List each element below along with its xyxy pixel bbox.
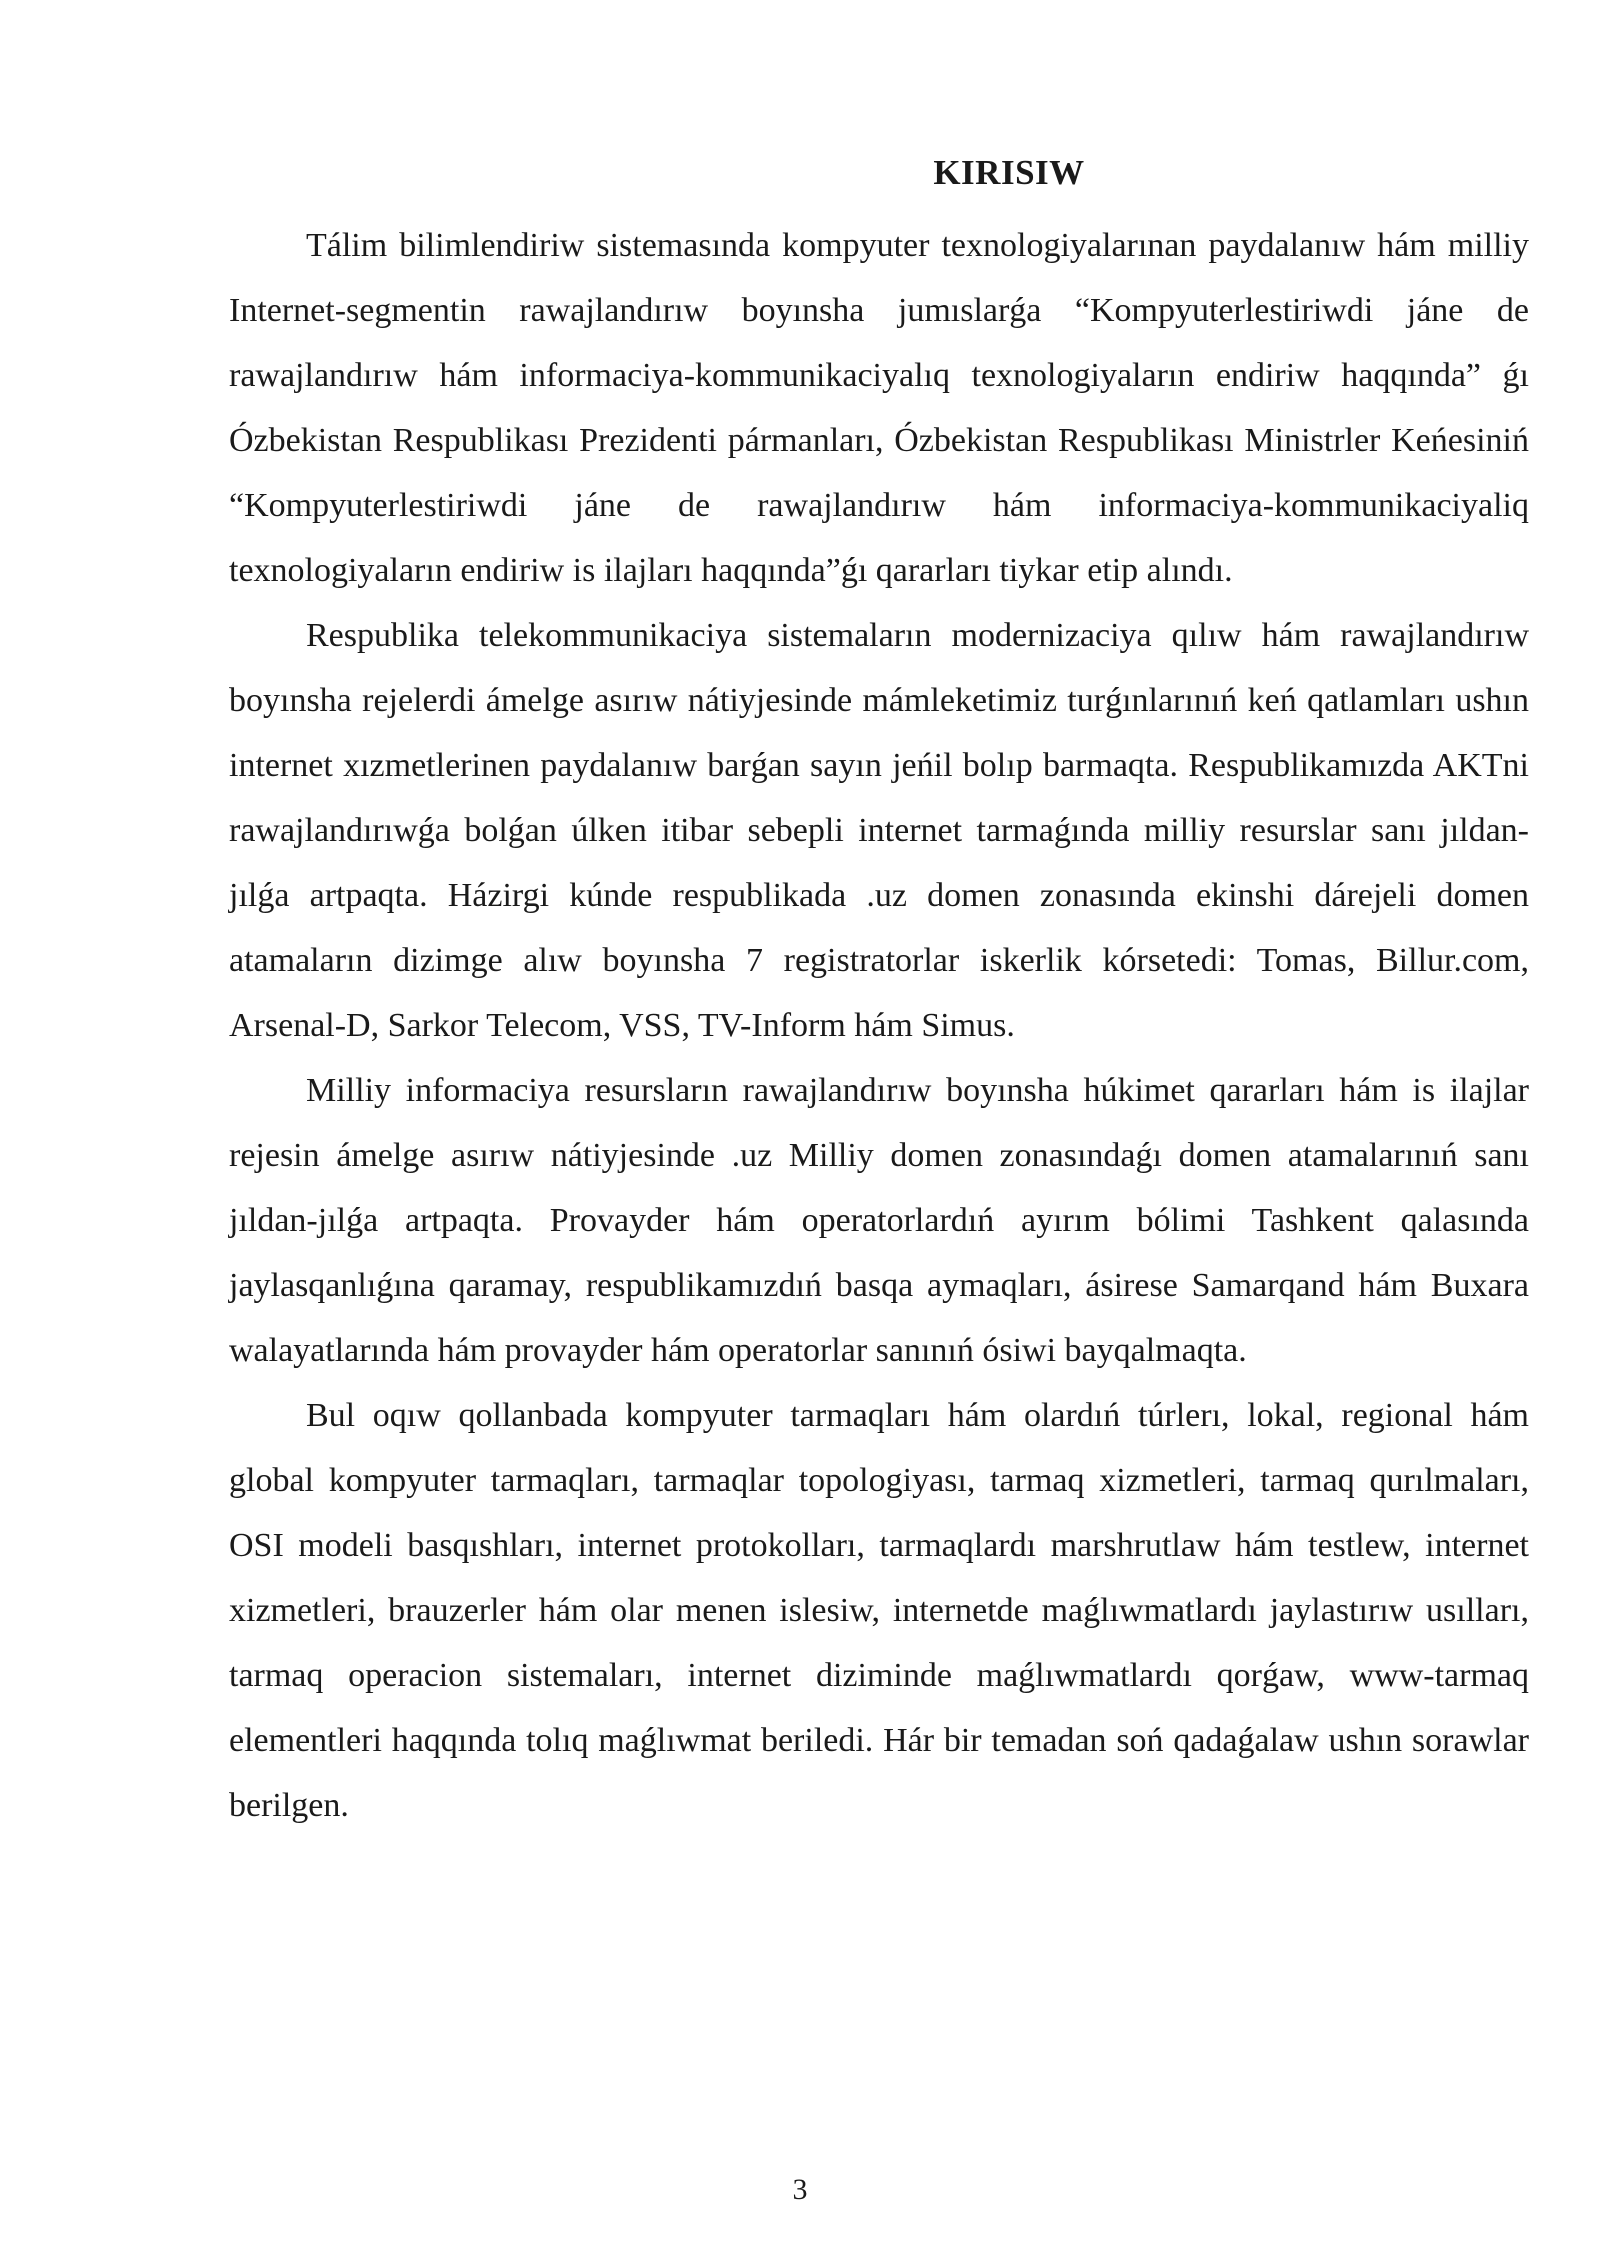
paragraph-2: Respublika telekommunikaciya sistemaların modernizaciya qılıw hám rawajlandırıw boyınsha rejelerdi ámelge asırıw nátiyjesinde mámleketimiz turǵınlarınıń keń qatlamları ushın internet xızmetlerinen paydalanıw barǵan sayın jeńil bolıp barmaqta. Respublikamızda AKTni rawajlandırıwǵa bolǵan úlken itibar sebepli internet tarmaǵında milliy resurslar sanı jıldan-jılǵa artpaqta. Házirgi kúnde respublikada .uz domen zonasında ekinshi dárejeli domen atamaların dizimge alıw boyınsha 7 registratorlar iskerlik kórsetedi: Tomas, Billur.com, Arsenal-D, Sarkor Telecom, VSS, TV-Inform hám Simus. (229, 617, 1529, 1044)
section-heading: KIRISIW (933, 153, 1085, 192)
page-number: 3 (792, 2173, 808, 2206)
paragraph-1: Tálim bilimlendiriw sistemasında kompyuter texnologiyalarınan paydalanıw hám milliy Internet-segmentin rawajlandırıw boyınsha jumıslarǵa “Kompyuterlestiriwdi jáne de rawajlandırıw hám informaciya-kommunikaciyalıq texnologiyaların endiriw haqqında” ǵı Ózbekistan Respublikası Prezidenti pármanları, Ózbekistan Respublikası Ministrler Keńesiniń “Kompyuterlestiriwdi jáne de rawajlandırıw hám informaciya-kommunikaciyaliq texnologiyaların endiriw is ilajları haqqında”ǵı qararları tiykar etip alındı. (229, 227, 1529, 589)
paragraph-3: Milliy informaciya resursların rawajlandırıw boyınsha húkimet qararları hám is ilajlar rejesin ámelge asırıw nátiyjesinde .uz Milliy domen zonasındaǵı domen atamalarınıń sanı jıldan-jılǵa artpaqta. Provayder hám operatorlardıń ayırım bólimi Tashkent qalasında jaylasqanlıǵına qaramay, respublikamızdıń basqa aymaqları, ásirese Samarqand hám Buxara walayatlarında hám provayder hám operatorlar sanınıń ósiwi bayqalmaqta. (229, 1072, 1529, 1369)
paragraph-4: Bul oqıw qollanbada kompyuter tarmaqları hám olardıń túrlerı, lokal, regional hám global kompyuter tarmaqları, tarmaqlar topologiyası, tarmaq xizmetleri, tarmaq qurılmaları, OSI modeli basqıshları, internet protokolları, tarmaqlardı marshrutlaw hám testlew, internet xizmetleri, brauzerler hám olar menen islesiw, internetde maǵlıwmatlardı jaylastırıw usılları, tarmaq operacion sistemaları, internet diziminde maǵlıwmatlardı qorǵaw, www-tarmaq elementleri haqqında tolıq maǵlıwmat beriledi. Hár bir temadan soń qadaǵalaw ushın sorawlar berilgen. (229, 1397, 1529, 1824)
document-page (229, 148, 1529, 1838)
